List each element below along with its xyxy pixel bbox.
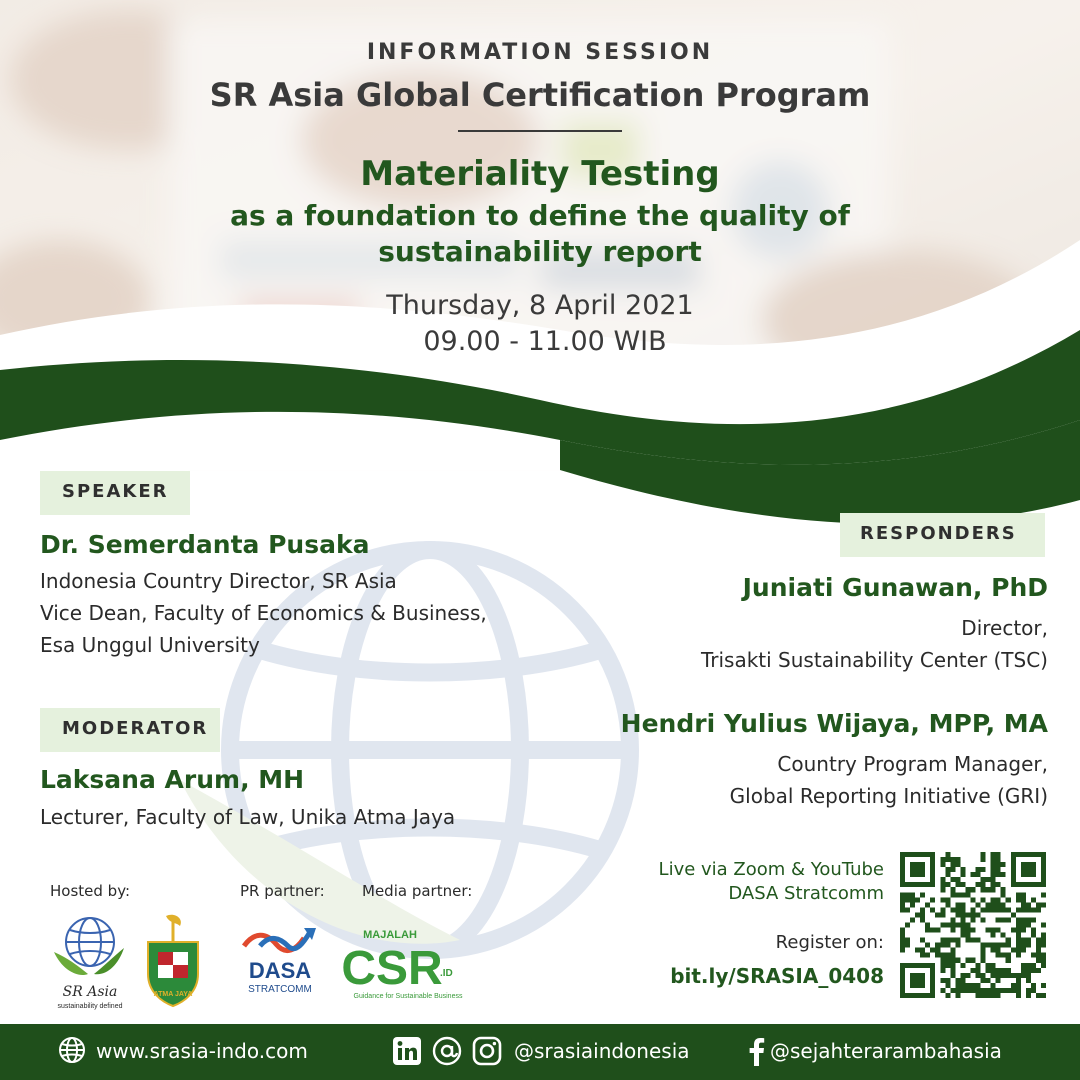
- responder-description: [701, 612, 1048, 676]
- responder-line: Global Reporting Initiative (GRI): [729, 784, 1048, 808]
- dasa-logo-text: DASA: [248, 958, 312, 983]
- responder-line: Director,: [961, 616, 1048, 640]
- register-link[interactable]: bit.ly/SRASIA_0408: [670, 964, 884, 988]
- responders-label: RESPONDERS: [840, 513, 1045, 557]
- footer-website[interactable]: www.srasia-indo.com: [96, 1039, 308, 1063]
- srasia-logo: [48, 912, 132, 1012]
- title-divider: [458, 130, 622, 132]
- footer-facebook[interactable]: @sejahterarambahasia: [770, 1039, 1002, 1063]
- atmajaya-crest: [144, 912, 202, 1008]
- dasa-stratcomm-logo: [238, 920, 324, 1000]
- register-label: Register on:: [775, 932, 884, 953]
- srasia-logo-text: SR Asia: [62, 984, 118, 1000]
- speaker-line: Vice Dean, Faculty of Economics & Business,: [40, 601, 487, 625]
- media-partner-label: Media partner:: [362, 882, 473, 900]
- speaker-line: Esa Unggul University: [40, 633, 260, 657]
- csr-logo-text: CSR: [341, 942, 443, 995]
- facebook-icon[interactable]: [746, 1036, 766, 1066]
- responder-line: Country Program Manager,: [777, 752, 1048, 776]
- topic-subtitle: [200, 198, 880, 270]
- speaker-name: Dr. Semerdanta Pusaka: [40, 530, 370, 559]
- csr-logo-id: .ID: [440, 968, 453, 979]
- dasa-logo-sub: STRATCOMM: [248, 984, 312, 995]
- qr-code[interactable]: [900, 852, 1046, 998]
- live-line-2: DASA Stratcomm: [728, 883, 884, 904]
- live-line-1: Live via Zoom & YouTube: [658, 859, 884, 880]
- atmajaya-crest-text: ATMA JAYA: [153, 991, 193, 998]
- speaker-description: [40, 565, 487, 661]
- majalah-csr-logo: [341, 924, 464, 1004]
- responder-name: Juniati Gunawan, PhD: [742, 573, 1048, 602]
- footer-instagram[interactable]: @srasiaindonesia: [514, 1039, 690, 1063]
- at-sign-icon[interactable]: [432, 1036, 462, 1066]
- live-stream-info: [659, 858, 884, 906]
- topic-title: Materiality Testing: [360, 154, 720, 194]
- responder-line: Trisakti Sustainability Center (TSC): [700, 648, 1048, 672]
- event-time: 09.00 - 11.00 WIB: [423, 326, 667, 357]
- speaker-label: SPEAKER: [40, 471, 190, 515]
- speaker-line: Indonesia Country Director, SR Asia: [40, 569, 397, 593]
- pr-partner-label: PR partner:: [240, 882, 325, 900]
- instagram-icon[interactable]: [472, 1036, 502, 1066]
- eyebrow-title: INFORMATION SESSION: [366, 40, 714, 65]
- moderator-label: MODERATOR: [40, 708, 220, 752]
- moderator-name: Laksana Arum, MH: [40, 765, 305, 794]
- event-date: Thursday, 8 April 2021: [386, 290, 694, 321]
- hosted-by-label: Hosted by:: [50, 882, 131, 900]
- topic-subtitle-line-1: as a foundation to define the quality of: [230, 199, 850, 232]
- moderator-description: Lecturer, Faculty of Law, Unika Atma Jaya: [40, 805, 456, 829]
- csr-logo-top: MAJALAH: [363, 929, 417, 941]
- program-title: SR Asia Global Certification Program: [209, 76, 871, 114]
- csr-logo-tagline: Guidance for Sustainable Business: [353, 993, 463, 1000]
- topic-subtitle-line-2: sustainability report: [378, 235, 702, 268]
- srasia-logo-tagline: sustainability defined: [57, 1003, 123, 1010]
- responder-name: Hendri Yulius Wijaya, MPP, MA: [620, 709, 1048, 738]
- responder-description: [730, 748, 1048, 812]
- globe-icon: [58, 1036, 86, 1064]
- linkedin-icon[interactable]: [392, 1036, 422, 1066]
